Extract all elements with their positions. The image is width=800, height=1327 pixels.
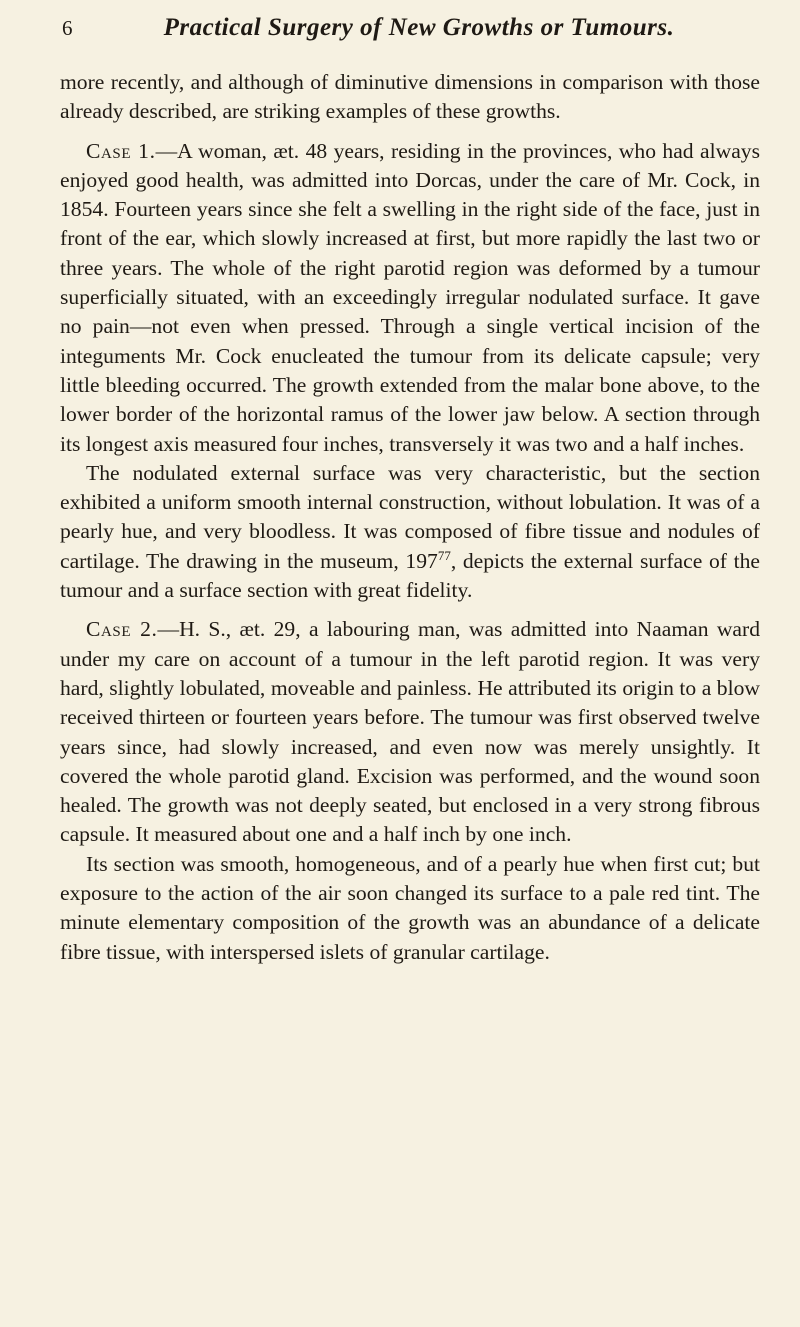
case-1-text: —A woman, æt. 48 years, residing in the provinces, who had always enjoyed good health, was admitted into Dorcas, under the care of Mr. Cock, in 1854. Fourteen years since she felt a swelling in the right side of the face, just in front of the ear, which slowly increased at first, but more rapidly the last two or three years. The whole of the right parotid region was deformed by a tumour superficially situated, with an exceedingly irregular nodulated surface. It gave no pain—not even when pressed. Through a single vertical incision of the integuments Mr. Cock enucleated the tumour from its delicate capsule; very little bleeding occurred. The growth extended from the malar bone above, to the lower border of the horizontal ramus of the lower jaw below. A section through its longest axis measured four inches, transversely it was two and a half inches.: [60, 138, 760, 456]
running-head: [60, 14, 760, 48]
case-1-label: Case 1.: [86, 138, 156, 163]
case-2-paragraph: [60, 615, 760, 849]
case-1-cont-after: , depicts the external surface of the tumour and a surface section with great fidelity.: [60, 548, 760, 603]
case-2-label: Case 2.: [86, 617, 158, 642]
case-1-paragraph: [60, 137, 760, 459]
case-2-continuation: Its section was smooth, homogeneous, and of a pearly hue when first cut; but exposure to the action of the air soon changed its surface to a pale red tint. The minute elementary composition of the growth was an abundance of a delicate fibre tissue, with interspersed islets of granular cartilage.: [60, 851, 760, 964]
case-1-cont-before: The nodulated external surface was very characteristic, but the section exhibited a uniform smooth internal construction, without lobulation. It was of a pearly hue, and very bloodless. It was composed of fibre tissue and nodules of cartilage. The drawing in the museum, 197: [60, 460, 760, 573]
intro-paragraph: more recently, and although of diminutive dimensions in comparison with those already described, are striking examples of these growths.: [60, 70, 760, 124]
museum-ref-superscript: 77: [437, 547, 451, 563]
page-number: 6: [62, 16, 73, 40]
running-title: Practical Surgery of New Growths or Tumours.: [163, 14, 675, 41]
body-text: [60, 68, 760, 967]
case-1-continuation: [60, 459, 760, 605]
case-2-text: —H. S., æt. 29, a labouring man, was admitted into Naaman ward under my care on account of a tumour in the left parotid region. It was very hard, slightly lobulated, moveable and painless. He attributed its origin to a blow received thirteen or fourteen years before. The tumour was first observed twelve years since, had slowly increased, and even now was merely unsightly. It covered the whole parotid gland. Excision was performed, and the wound soon healed. The growth was not deeply seated, but enclosed in a very strong fibrous capsule. It measured about one and a half inch by one inch.: [60, 617, 760, 847]
